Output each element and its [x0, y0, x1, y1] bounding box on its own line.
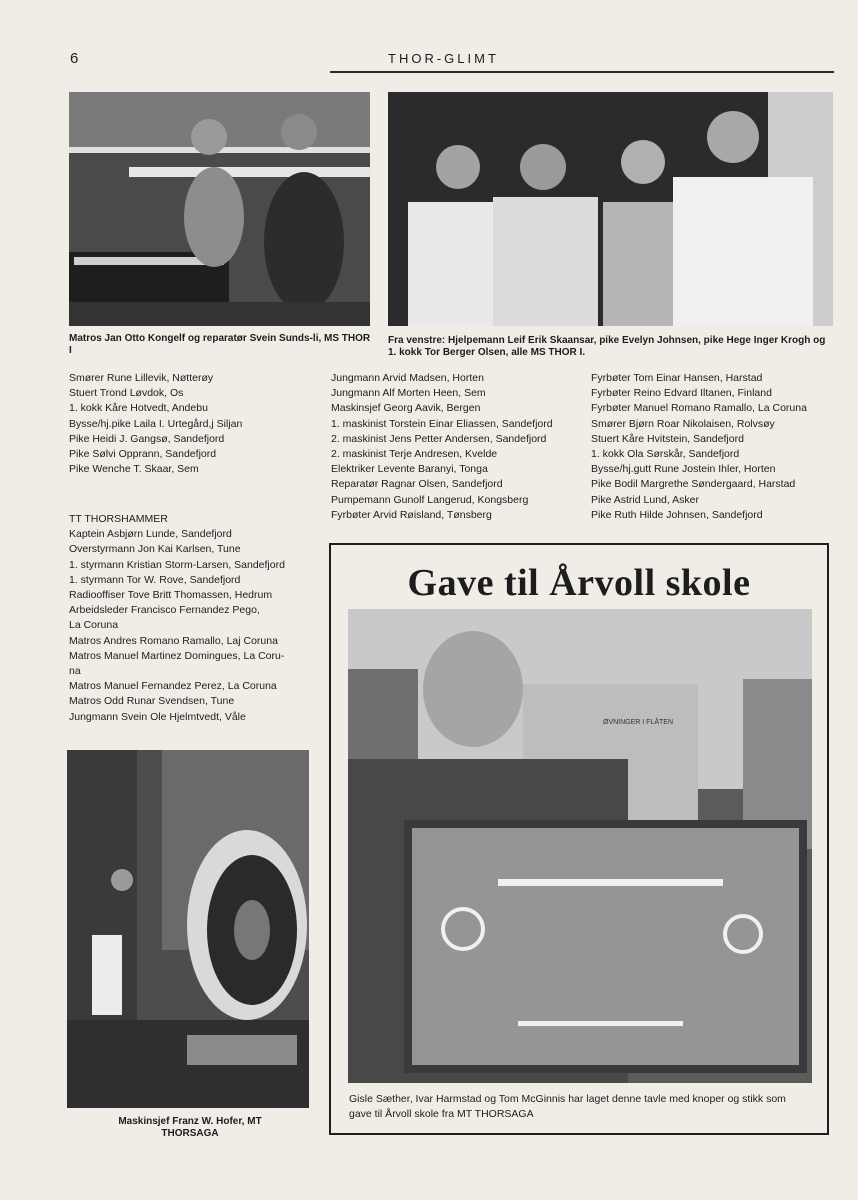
running-title: THOR-GLIMT: [388, 51, 499, 66]
crew-entry: 1. styrmann Kristian Storm-Larsen, Sandefjord: [69, 558, 285, 571]
crew-entry: Smører Rune Lillevik, Nøtterøy: [69, 372, 214, 384]
crew-entry: Pike Astrid Lund, Asker: [591, 493, 699, 506]
crew-entry: Fyrbøter Manuel Romano Ramallo, La Coruna: [591, 402, 807, 415]
photo-deck-sailors: [69, 92, 370, 326]
crew-entry: Jungmann Arvid Madsen, Horten: [331, 372, 484, 384]
crew-entry: Fyrbøter Arvid Røisland, Tønsberg: [331, 508, 492, 521]
article-caption: Gisle Sæther, Ivar Harmstad og Tom McGinnis har laget denne tavle med knoper og stikk som gave til Årvoll skole fra MT THORSAGA: [349, 1093, 786, 1120]
crew-entry: Elektriker Levente Baranyi, Tonga: [331, 463, 488, 476]
crew-entry: na: [69, 665, 81, 678]
crew-entry: Pike Wenche T. Skaar, Sem: [69, 463, 199, 476]
crew-entry: Stuert Kåre Hvitstein, Sandefjord: [591, 432, 744, 445]
caption-top-right: Fra venstre: Hjelpemann Leif Erik Skaansar, pike Evelyn Johnsen, pike Hege Inger Krogh og 1. kokk Tor Berger Olsen, alle MS THOR I.: [388, 335, 826, 358]
crew-entry: Fyrbøter Reino Edvard Iltanen, Finland: [591, 387, 772, 400]
ship-heading: TT THORSHAMMER: [69, 513, 168, 525]
photo-crew-group: [388, 92, 833, 326]
crew-entry: Overstyrmann Jon Kai Karlsen, Tune: [69, 543, 241, 556]
crew-entry: Matros Manuel Martinez Domingues, La Coru-: [69, 649, 285, 662]
crew-list-col2: [331, 371, 586, 523]
crew-entry: 2. maskinist Terje Andresen, Kvelde: [331, 448, 498, 461]
crew-entry: Reparatør Ragnar Olsen, Sandefjord: [331, 478, 503, 491]
header-rule: [330, 71, 834, 73]
board-sign-text: ØVNINGER I FLÅTEN: [603, 719, 674, 726]
crew-entry: Bysse/hj.pike Laila I. Urtegård,j Siljan: [69, 417, 243, 430]
caption-bottom-left: Maskinsjef Franz W. Hofer, MT THORSAGA: [118, 1116, 262, 1139]
photo-engine-room: [67, 750, 309, 1108]
crew-entry: Matros Odd Runar Svendsen, Tune: [69, 695, 235, 708]
photo-knot-board: [348, 609, 812, 1083]
crew-entry: Pike Ruth Hilde Johnsen, Sandefjord: [591, 508, 763, 521]
crew-entry: 1. maskinist Torstein Einar Eliassen, Sandefjord: [331, 417, 553, 430]
crew-entry: 1. styrmann Tor W. Rove, Sandefjord: [69, 573, 241, 586]
crew-entry: 1. kokk Ola Sørskår, Sandefjord: [591, 448, 740, 461]
crew-entry: Pumpemann Gunolf Langerud, Kongsberg: [331, 493, 529, 506]
thorshammer-list: [69, 512, 324, 725]
crew-entry: Fyrbøter Tom Einar Hansen, Harstad: [591, 372, 763, 384]
crew-entry: Pike Bodil Margrethe Søndergaard, Harstad: [591, 478, 796, 491]
crew-entry: Kaptein Asbjørn Lunde, Sandefjord: [69, 528, 232, 541]
crew-entry: Pike Heidi J. Gangsø, Sandefjord: [69, 432, 225, 445]
crew-list-col3: [591, 371, 836, 523]
crew-entry: Jungmann Alf Morten Heen, Sem: [331, 387, 486, 400]
crew-entry: Pike Sølvi Opprann, Sandefjord: [69, 448, 217, 461]
crew-entry: La Coruna: [69, 619, 119, 632]
crew-entry: Matros Manuel Fernandez Perez, La Coruna: [69, 680, 277, 693]
article-title: Gave til Årvoll skole: [407, 562, 751, 604]
crew-list-col1: [69, 371, 324, 477]
crew-entry: Maskinsjef Georg Aavik, Bergen: [331, 402, 481, 415]
crew-entry: Stuert Trond Løvdok, Os: [69, 387, 184, 400]
page-number: 6: [70, 50, 79, 67]
crew-entry: Smører Bjørn Roar Nikolaisen, Rolvsøy: [591, 417, 775, 430]
article-box-gift: [329, 543, 829, 1135]
crew-entry: Arbeidsleder Francisco Fernandez Pego,: [69, 604, 260, 617]
crew-entry: 2. maskinist Jens Petter Andersen, Sandefjord: [331, 432, 547, 445]
crew-entry: Matros Andres Romano Ramallo, Laj Coruna: [69, 634, 278, 647]
crew-entry: Bysse/hj.gutt Rune Jostein Ihler, Horten: [591, 463, 776, 476]
crew-entry: 1. kokk Kåre Hotvedt, Andebu: [69, 402, 208, 415]
crew-entry: Radiooffiser Tove Britt Thomassen, Hedrum: [69, 589, 273, 602]
crew-entry: Jungmann Svein Ole Hjelmtvedt, Våle: [69, 710, 246, 723]
caption-top-left: Matros Jan Otto Kongelf og reparatør Svein Sunds-li, MS THOR I: [69, 333, 371, 356]
